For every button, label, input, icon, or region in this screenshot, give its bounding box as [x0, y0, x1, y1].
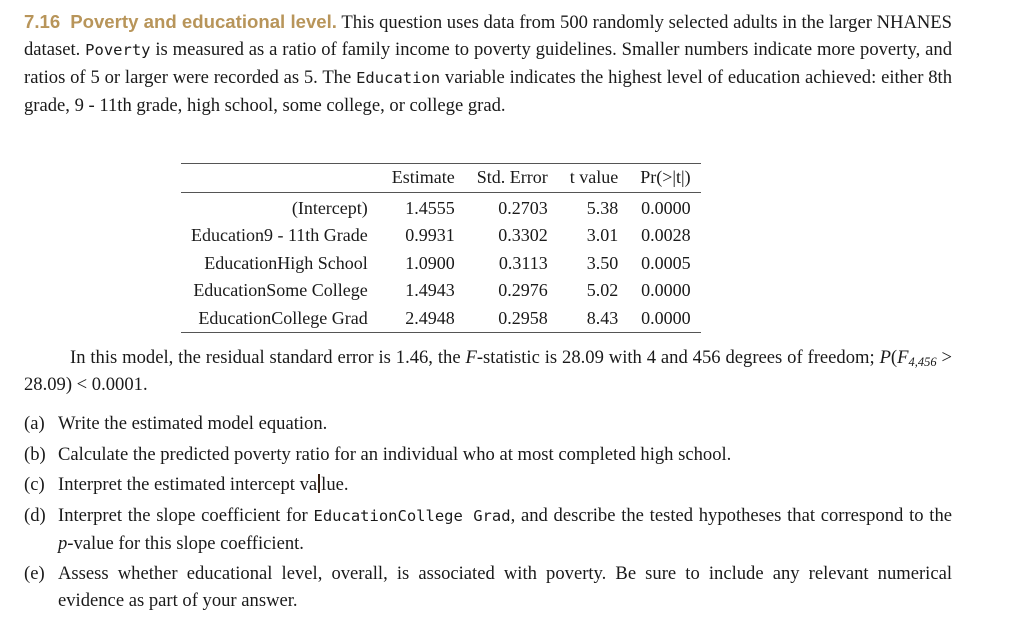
variable-college-grad: EducationCollege Grad	[313, 506, 511, 525]
summary-text-1: In this model, the residual standard error is 1.46, the	[70, 347, 461, 368]
regression-table	[181, 163, 701, 333]
text-cursor-icon	[318, 474, 320, 493]
cell-std-error: 0.3113	[498, 252, 548, 273]
cell-std-error: 0.2976	[498, 280, 548, 300]
part-label: (a)	[24, 413, 45, 434]
row-label: (Intercept)	[291, 197, 368, 218]
part-text-a: Interpret the slope coefficient for	[58, 504, 308, 526]
part-label: (e)	[24, 563, 45, 584]
exercise-intro	[24, 8, 952, 119]
part-text: Calculate the predicted poverty ratio for an individual who at most completed high school.	[58, 443, 732, 465]
part-text-c: -value for this slope coefficient.	[67, 532, 304, 554]
part-label: (c)	[24, 474, 45, 495]
table-row	[181, 222, 701, 250]
row-label: EducationHigh School	[204, 252, 368, 273]
header-estimate: Estimate	[380, 164, 465, 193]
exercise-title: Poverty and educational level.	[70, 11, 337, 32]
f-symbol-2: F	[897, 347, 909, 368]
part-text-b: lue.	[321, 474, 349, 495]
p-symbol: P	[879, 347, 891, 368]
row-label: Education9 - 11th Grade	[191, 225, 368, 245]
model-summary	[24, 344, 952, 398]
cell-estimate: 1.0900	[405, 252, 455, 273]
cell-std-error: 0.2703	[498, 197, 548, 218]
header-p-value: Pr(>|t|)	[628, 164, 700, 193]
cell-t-value: 3.01	[586, 225, 619, 245]
header-std-error: Std. Error	[465, 164, 558, 193]
exercise-number: 7.16	[24, 11, 61, 32]
part-e	[24, 560, 952, 614]
f-symbol: F	[465, 347, 477, 368]
intro-text-3: variable indicates the highest level of education achieved: either 8th grade, 9 - 11th grade, high school, some college, or college grad.	[24, 67, 952, 116]
part-text: Write the estimated model equation.	[58, 413, 328, 434]
summary-text-2: -statistic is 28.09 with 4 and 456 degrees of freedom;	[476, 347, 875, 368]
cell-p-value: 0.0000	[641, 307, 691, 328]
p-symbol: p	[58, 532, 68, 554]
row-label: EducationSome College	[193, 280, 368, 300]
part-text: Assess whether educational level, overall, is associated with poverty. Be sure to include any relevant numerical evidence as part of your answer.	[58, 563, 952, 611]
question-parts	[24, 410, 952, 618]
cell-p-value: 0.0005	[641, 252, 691, 273]
cell-estimate: 1.4555	[405, 197, 455, 218]
part-text-b: , and describe the tested hypotheses that correspond to the	[510, 504, 953, 526]
cell-p-value: 0.0028	[641, 225, 691, 245]
cell-p-value: 0.0000	[641, 197, 691, 218]
degrees-subscript: 4,456	[908, 355, 937, 369]
part-label: (b)	[24, 443, 46, 465]
cell-p-value: 0.0000	[641, 280, 691, 300]
cell-std-error: 0.3302	[498, 225, 548, 245]
cell-estimate: 0.9931	[405, 225, 455, 245]
part-text	[58, 502, 952, 557]
part-label: (d)	[24, 504, 46, 526]
part-text-a: Interpret the estimated intercept va	[58, 474, 318, 495]
cell-t-value: 3.50	[586, 252, 619, 273]
part-d	[24, 502, 952, 557]
cell-t-value: 8.43	[586, 307, 619, 328]
row-label: EducationCollege Grad	[198, 307, 368, 328]
summary-text-3: > 28.09) < 0.0001.	[24, 347, 952, 395]
variable-education: Education	[356, 69, 441, 87]
cell-estimate: 1.4943	[405, 280, 455, 300]
cell-t-value: 5.38	[586, 197, 619, 218]
part-a	[24, 410, 952, 437]
table-header-row	[181, 164, 701, 193]
table-row	[181, 305, 701, 333]
part-b	[24, 441, 952, 468]
cell-std-error: 0.2958	[498, 307, 548, 328]
intro-text-1: This question uses data from 500 randomly selected adults in the larger NHANES dataset.	[24, 12, 953, 60]
part-text	[58, 471, 952, 498]
table-row	[181, 250, 701, 278]
intro-text-2: is measured as a ratio of family income to poverty guidelines. Smaller numbers indicate more poverty, and ratios of 5 or larger were recorded as 5. The	[24, 39, 953, 88]
table-row	[181, 277, 701, 305]
header-t-value: t value	[558, 164, 628, 193]
cell-estimate: 2.4948	[405, 307, 455, 328]
part-c	[24, 471, 952, 498]
table-row	[181, 192, 701, 222]
header-blank	[181, 164, 380, 193]
cell-t-value: 5.02	[586, 280, 619, 300]
variable-poverty: Poverty	[85, 41, 151, 59]
open-paren: (	[890, 347, 898, 368]
